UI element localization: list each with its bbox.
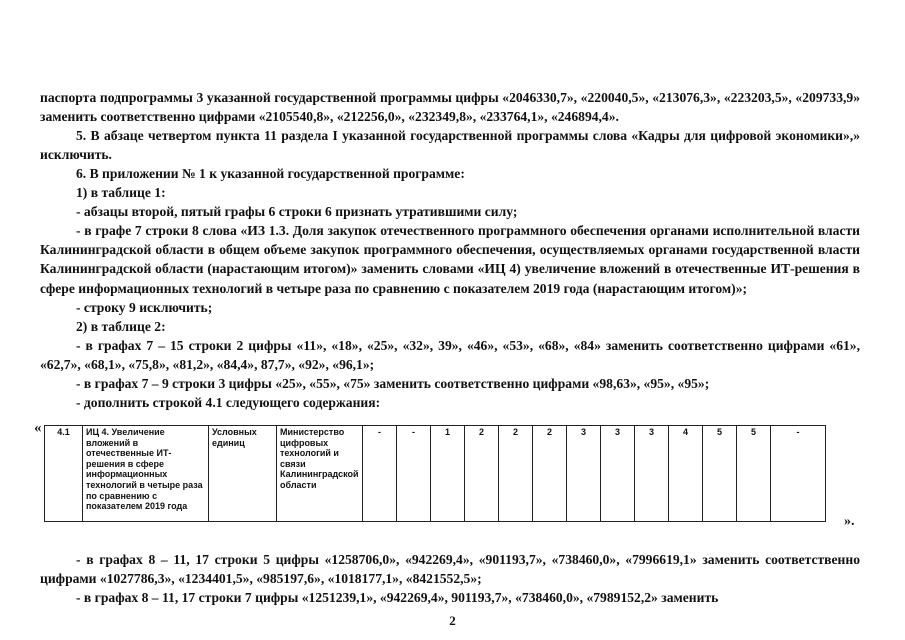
paragraph-dash-6: - дополнить строкой 4.1 следующего содержания: [76, 395, 381, 410]
table-open-quote: « [34, 420, 42, 436]
paragraph-dash-7: - в графах 8 – 11, 17 строки 5 цифры «1258706,0», «942269,4», «901193,7», «738460,0», «7996619,1» заменить соответственно цифрами «1027786,3», «1234401,5», «985197,6», «1018177,1», «8421552,5»; [40, 552, 860, 587]
row-number-cell: 4.1 [45, 426, 83, 522]
value-cell: 3 [635, 426, 669, 522]
paragraph-table-2: 2) в таблице 2: [76, 319, 166, 334]
paragraph-item-6: 6. В приложении № 1 к указанной государственной программе: [76, 166, 465, 181]
value-cell: - [771, 426, 826, 522]
value-cell: 2 [533, 426, 567, 522]
responsible-cell: Министерство цифровых технологий и связи Калининградской области [277, 426, 363, 522]
value-cell: 2 [465, 426, 499, 522]
value-cell: 5 [737, 426, 771, 522]
value-cell: - [397, 426, 431, 522]
table-row [45, 426, 826, 522]
value-cell: 3 [601, 426, 635, 522]
value-cell: 4 [669, 426, 703, 522]
paragraph-dash-4: - в графах 7 – 15 строки 2 цифры «11», «18», «25», «32», 39», «46», «53», «68», «84» заменить соответственно цифрами «61», «62,7», «68,1», «75,8», «81,2», «84,4», 87,7», «92», «96,1»; [40, 338, 860, 373]
paragraph-dash-2: - в графе 7 строки 8 слова «ИЗ 1.3. Доля закупок отечественного программного обеспечения органами исполнительной власти Калининградской области в общем объеме закупок программного обеспечения, осуществляемых органами государственной власти Калининградской области (нарастающим итогом)» заменить словами «ИЦ 4) увеличение вложений в отечественные ИТ-решения в сфере информационных технологий в четыре раза по сравнению с показателем 2019 года (нарастающим итогом)»; [40, 223, 860, 296]
table-close-quote: ». [844, 514, 855, 529]
paragraph-dash-8: - в графах 8 – 11, 17 строки 7 цифры «1251239,1», «942269,4», 901193,7», «738460,0», «7989152,2» заменить [76, 590, 719, 605]
paragraph-passport-figures: паспорта подпрограммы 3 указанной государственной программы цифры «2046330,7», «220040,5», «213076,3», «223203,5», «209733,9» заменить соответственно цифрами «2105540,8», «212256,0», «232349,8», «233764,1», «246894,4». [40, 90, 860, 125]
value-cell: 5 [703, 426, 737, 522]
page-number: 2 [449, 613, 456, 628]
paragraph-dash-3: - строку 9 исключить; [76, 300, 213, 315]
indicator-name-cell: ИЦ 4. Увеличение вложений в отечественные ИТ-решения в сфере информационных технологий в четыре раза по сравнению с показателем 2019 года [83, 426, 209, 522]
value-cell: - [363, 426, 397, 522]
paragraph-dash-1: - абзацы второй, пятый графы 6 строки 6 признать утратившими силу; [76, 204, 518, 219]
paragraph-table-1: 1) в таблице 1: [76, 185, 166, 200]
value-cell: 2 [499, 426, 533, 522]
paragraph-item-5: 5. В абзаце четвертом пункта 11 раздела I указанной государственной программы слова «Кадры для цифровой экономики»,» исключить. [40, 128, 860, 163]
unit-cell: Условных единиц [209, 426, 277, 522]
inserted-table-row-4-1 [44, 425, 826, 522]
paragraph-dash-5: - в графах 7 – 9 строки 3 цифры «25», «55», «75» заменить соответственно цифрами «98,63», «95», «95»; [76, 376, 710, 391]
value-cell: 3 [567, 426, 601, 522]
value-cell: 1 [431, 426, 465, 522]
